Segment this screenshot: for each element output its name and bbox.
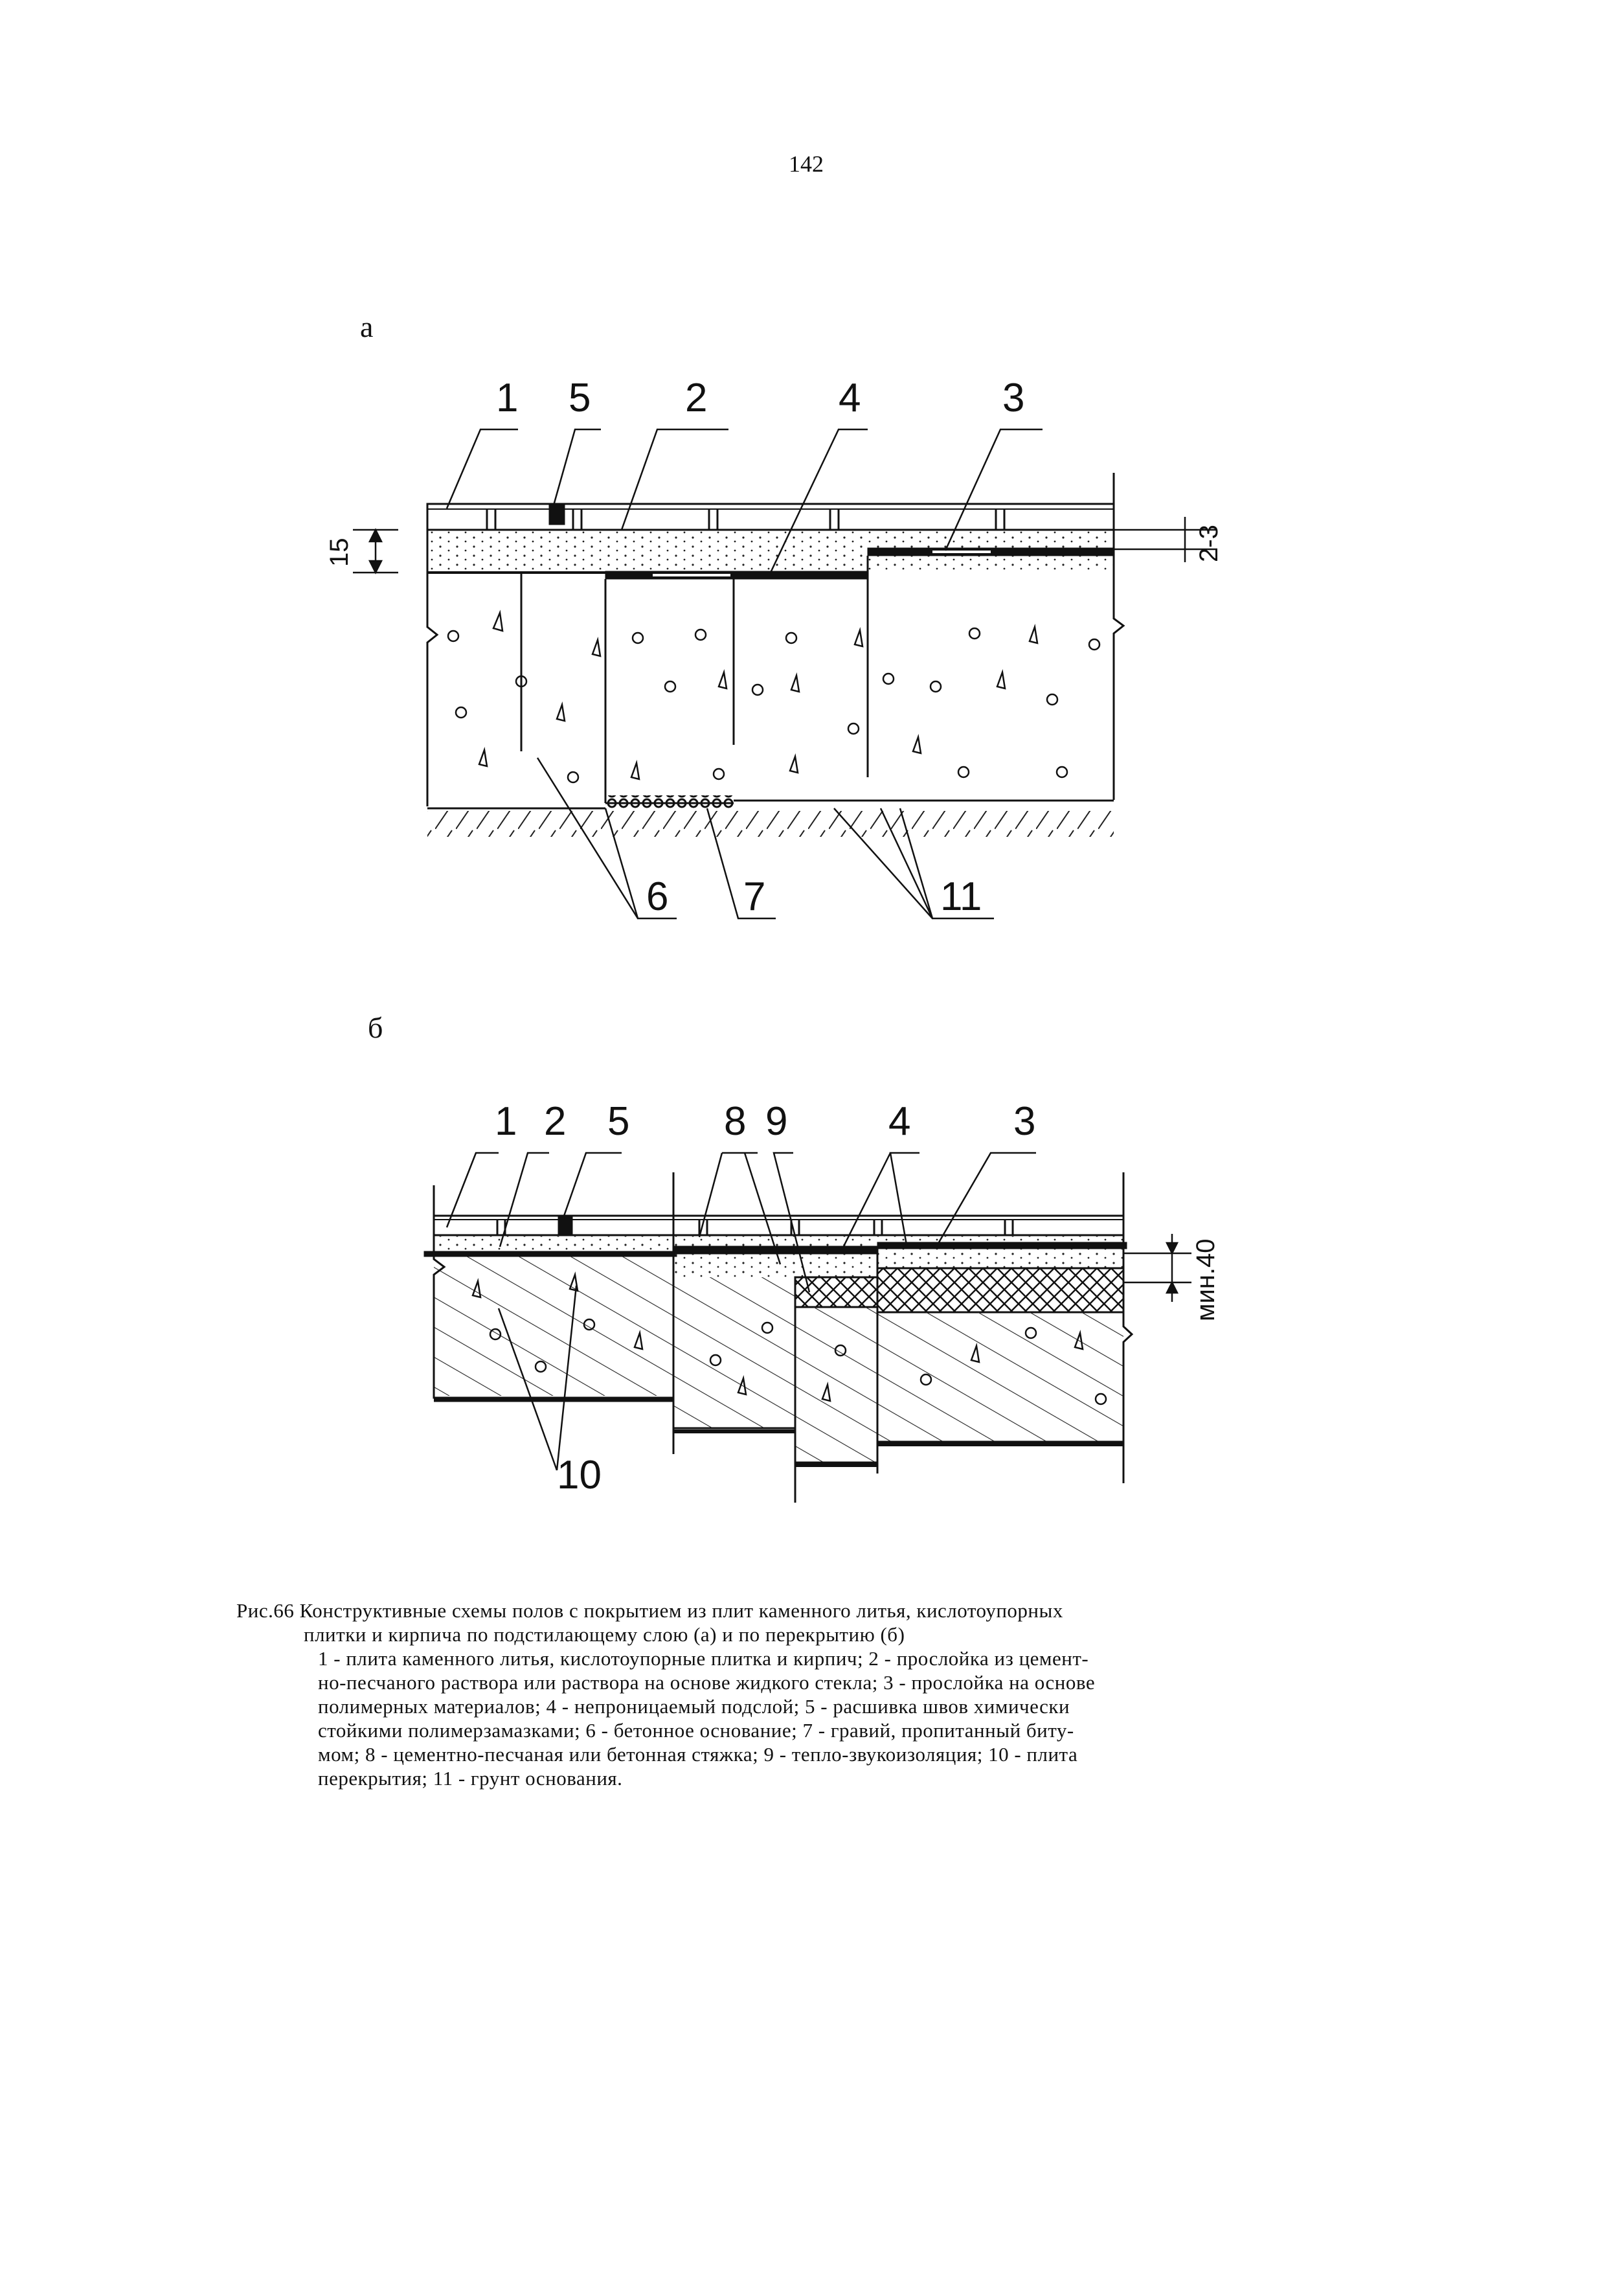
callout-a-7: 7 <box>743 874 766 919</box>
floor-slab-b-1 <box>434 1257 673 1396</box>
figure-a-callouts <box>325 376 1223 919</box>
callout-a-2: 2 <box>685 376 708 420</box>
callout-b-10: 10 <box>557 1453 602 1497</box>
screed-layer-b <box>673 1254 877 1277</box>
dimension-label-2-3: 2-3 <box>1195 525 1223 562</box>
soil-a <box>427 811 1114 837</box>
page-number: 142 <box>789 151 824 177</box>
caption-title-continued: плитки и кирпича по подстилающему слою (а) и по перекрытию (б) <box>304 1623 905 1646</box>
dimension-label-min40: мин.40 <box>1191 1238 1220 1321</box>
polymer-layer-b <box>877 1242 1127 1249</box>
caption-legend-line: 1 - плита каменного литья, кислотоупорные плитка и кирпич; 2 - прослойка из цемент- <box>318 1647 1089 1670</box>
caption-legend-line: стойкими полимерзамазками; 6 - бетонное основание; 7 - гравий, пропитанный биту- <box>318 1719 1074 1742</box>
callout-b-1: 1 <box>495 1099 517 1144</box>
caption-legend-line: перекрытия; 11 - грунт основания. <box>318 1767 623 1790</box>
callout-b-4: 4 <box>888 1099 911 1144</box>
tile-layer-a <box>427 504 1114 530</box>
callout-b-8: 8 <box>724 1099 747 1144</box>
dimension-min40 <box>1123 1234 1191 1302</box>
caption-legend-line: полимерных материалов; 4 - непроницаемый подслой; 5 - расшивка швов химически <box>318 1695 1070 1718</box>
callout-a-4: 4 <box>839 376 861 420</box>
figure-a-label: а <box>360 310 374 343</box>
caption-legend-line: мом; 8 - цементно-песчаная или бетонная стяжка; 9 - тепло-звукоизоляция; 10 - плита <box>318 1743 1078 1766</box>
figure-caption <box>236 1599 1350 1790</box>
caption-title: Рис.66 Конструктивные схемы полов с покрытием из плит каменного литья, кислотоупорных <box>236 1599 1063 1622</box>
tile-layer-b <box>434 1216 1123 1235</box>
figure-b-label: б <box>368 1011 383 1044</box>
figure-b-drawing <box>424 1153 1191 1503</box>
caption-legend-line: но-песчаного раствора или раствора на основе жидкого стекла; 3 - прослойка на основе <box>318 1671 1096 1694</box>
callout-a-5: 5 <box>569 376 591 420</box>
callout-a-3: 3 <box>1002 376 1025 420</box>
impermeable-sublayer-a <box>605 571 868 579</box>
gravel-layer-a <box>605 795 734 808</box>
callout-b-2: 2 <box>544 1099 567 1144</box>
dimension-label-15: 15 <box>325 538 354 567</box>
callout-b-5: 5 <box>607 1099 630 1144</box>
floor-slab-b-3 <box>795 1307 877 1462</box>
figure-a-drawing <box>353 429 1217 918</box>
joint-sealant-b <box>558 1217 572 1234</box>
callout-a-6: 6 <box>646 874 669 919</box>
floor-slab-b-4 <box>877 1312 1123 1442</box>
insulation-b <box>877 1268 1123 1312</box>
floor-slab-b-2 <box>673 1277 795 1428</box>
membrane-b-left <box>424 1251 677 1257</box>
dimension-15 <box>353 530 398 573</box>
callout-a-11: 11 <box>940 874 982 919</box>
callout-b-3: 3 <box>1013 1099 1036 1144</box>
callout-a-1: 1 <box>496 376 519 420</box>
joint-sealant-a <box>549 505 565 525</box>
concrete-aggregate-a <box>448 613 1100 782</box>
callout-b-9: 9 <box>765 1099 788 1144</box>
